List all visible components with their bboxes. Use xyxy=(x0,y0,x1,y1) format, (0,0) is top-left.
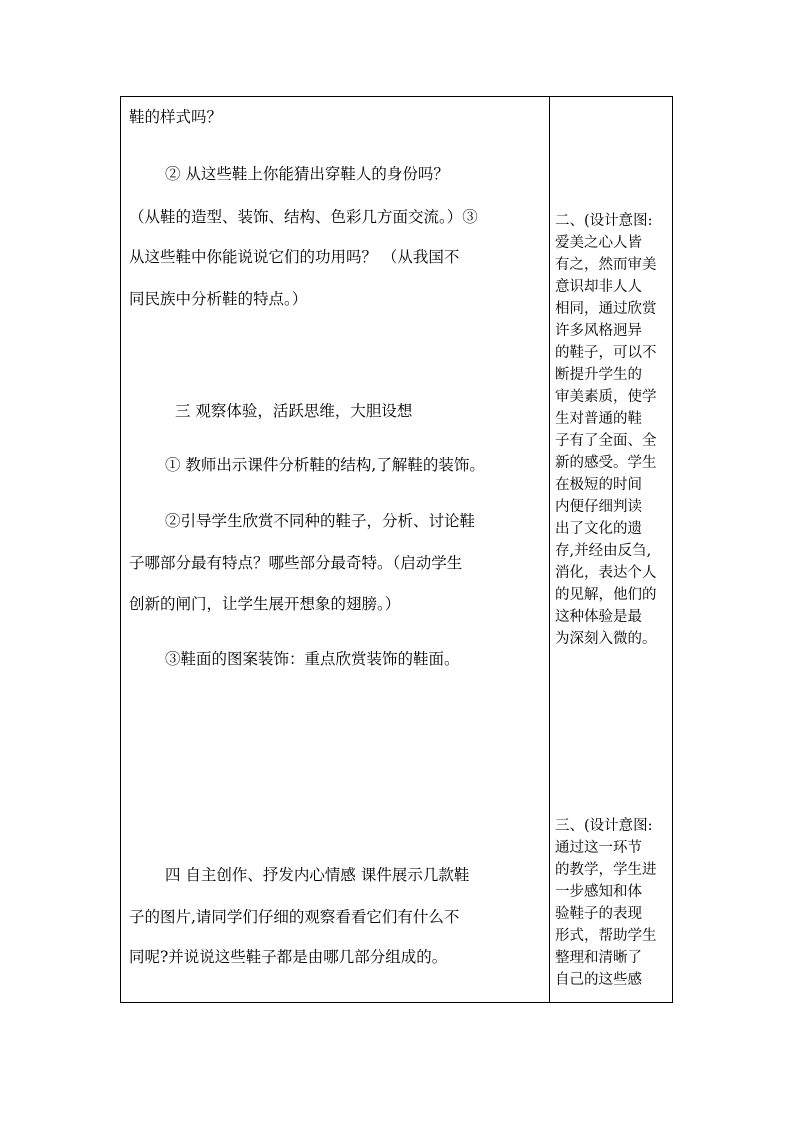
teaching-process-column xyxy=(121,97,549,1002)
main-text-line: 鞋的样式吗？ xyxy=(129,108,223,126)
main-text-line: 同民族中分析鞋的特点。） xyxy=(129,290,308,308)
side-text-line: 的见解，他们的 xyxy=(555,587,657,603)
main-text-line: 从这些鞋中你能说说它们的功用吗？ （从我国不 xyxy=(129,248,460,266)
main-text-line: ② 从这些鞋上你能猜出穿鞋人的身份吗？ xyxy=(165,165,449,183)
side-text-line: 有之，然而审美 xyxy=(555,257,657,273)
side-text-line: 一步感知和体 xyxy=(555,884,642,900)
side-text-line: 新的感受。学生 xyxy=(555,455,657,471)
side-text-line: 的教学，学生进 xyxy=(555,862,657,878)
section-heading-3: 三 观察体验，活跃思维，大胆设想 xyxy=(175,402,413,420)
side-text-line: 验鞋子的表现 xyxy=(555,906,642,922)
side-text-line: 的鞋子，可以不 xyxy=(555,345,657,361)
side-text-line: 许多风格迥异 xyxy=(555,323,642,339)
side-text-line: 生对普通的鞋 xyxy=(555,411,642,427)
side-text-line: 内便仔细判读 xyxy=(555,499,642,515)
lesson-plan-table xyxy=(120,96,673,1003)
main-text-line: 子的图片,请同学们仔细的观察看看它们有什么不 xyxy=(129,908,460,926)
side-text-line: 三、(设计意图: xyxy=(555,818,653,834)
side-text-line: 意识却非人人 xyxy=(555,279,642,295)
main-text-line: 同呢?并说说这些鞋子都是由哪几部分组成的。 xyxy=(129,948,448,966)
side-text-line: 消化，表达个人 xyxy=(555,565,657,581)
main-text-line: ②引导学生欣赏不同种的鞋子，分析、讨论鞋 xyxy=(165,512,476,530)
side-text-line: 形式，帮助学生 xyxy=(555,928,657,944)
side-text-line: 这种体验是最 xyxy=(555,609,642,625)
main-text-line: 子哪部分最有特点？哪些部分最奇特。（启动学生 xyxy=(129,554,463,572)
side-text-line: 审美素质，使学 xyxy=(555,389,657,405)
side-text-line: 相同，通过欣赏 xyxy=(555,301,657,317)
side-text-line: 断提升学生的 xyxy=(555,367,642,383)
side-text-line: 为深刻入微的。 xyxy=(555,631,657,647)
section-heading-4: 四 自主创作、抒发内心情感 课件展示几款鞋 xyxy=(165,866,470,884)
side-text-line: 爱美之心人皆 xyxy=(555,235,642,251)
side-text-line: 通过这一环节 xyxy=(555,840,642,856)
side-text-line: 在极短的时间 xyxy=(555,477,642,493)
side-text-line: 整理和清晰了 xyxy=(555,950,642,966)
main-text-line: ③鞋面的图案装饰：重点欣赏装饰的鞋面。 xyxy=(165,650,460,668)
main-text-line: 创新的闸门，让学生展开想象的翅膀。） xyxy=(129,595,401,613)
main-text-line: （从鞋的造型、装饰、结构、色彩几方面交流。）③ xyxy=(129,208,478,226)
side-text-line: 自己的这些感 xyxy=(555,972,642,988)
design-intent-column xyxy=(550,97,672,1002)
side-text-line: 二、(设计意图: xyxy=(555,213,653,229)
side-text-line: 子有了全面、全 xyxy=(555,433,657,449)
side-text-line: 存,并经由反刍, xyxy=(555,543,652,559)
side-text-line: 出了文化的遗 xyxy=(555,521,642,537)
main-text-line: ① 教师出示课件分析鞋的结构,了解鞋的装饰。 xyxy=(165,456,485,474)
